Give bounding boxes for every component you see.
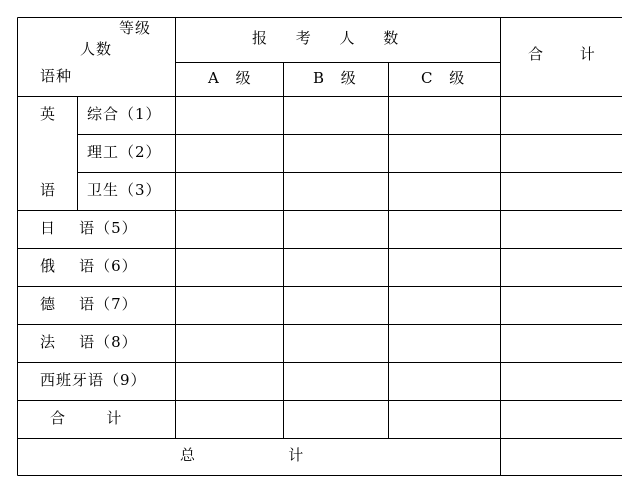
row-label-german: 德 语（7） <box>40 295 138 313</box>
row-label-french: 法 语（8） <box>40 333 138 351</box>
row-label-spanish: 西班牙语（9） <box>40 371 147 389</box>
row-label-russian: 俄 语（6） <box>40 257 138 275</box>
grade-a-header: A 级 <box>208 69 252 87</box>
english-item-health: 卫生（3） <box>87 181 162 199</box>
english-item-general: 综合（1） <box>87 105 162 123</box>
grade-c-header: C 级 <box>421 69 466 87</box>
grade-b-header: B 级 <box>313 69 357 87</box>
english-item-science: 理工（2） <box>87 143 162 161</box>
subtotal-label: 合 计 <box>50 409 123 427</box>
total-column-header: 合 计 <box>528 45 596 63</box>
english-label-top: 英 <box>40 105 57 123</box>
applicants-title: 报 考 人 数 <box>252 29 400 47</box>
english-label-bottom: 语 <box>40 181 57 199</box>
row-label-japanese: 日 语（5） <box>40 219 138 237</box>
grand-total-label: 总 计 <box>180 446 305 464</box>
grade-label: 等级 <box>119 19 152 37</box>
language-label: 语种 <box>40 67 73 85</box>
count-label: 人数 <box>80 40 113 58</box>
